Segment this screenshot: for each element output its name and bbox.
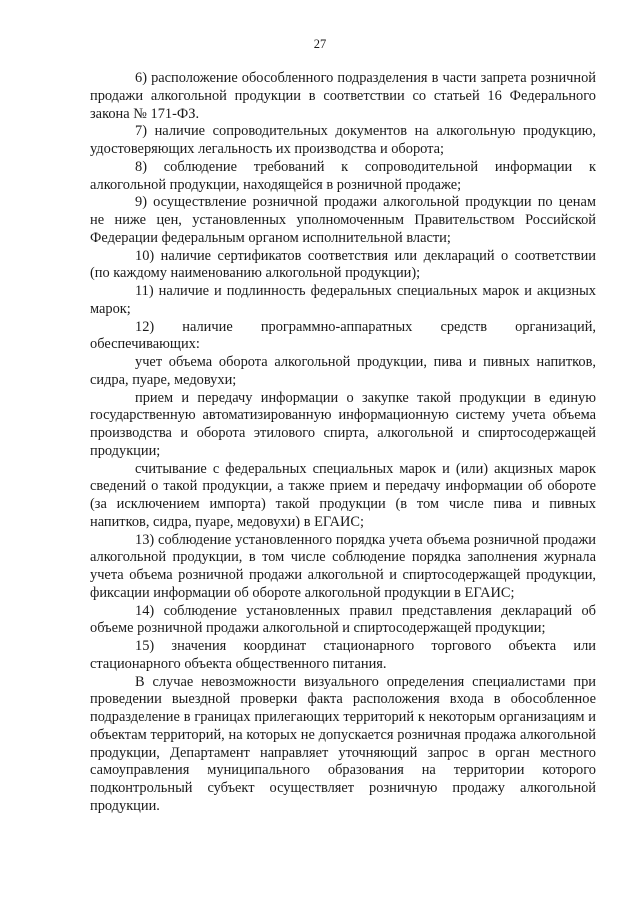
paragraph-closing: В случае невозможности визуального определения специалистами при проведении выездной проверки факта расположения входа в обособленное подразделение в границах прилегающих территорий к некоторым организациям и объектам территорий, на которых не допускается розничная продажа алкогольной продукции, Департамент направляет уточняющий запрос в орган местного самоуправления муниципального образования на территории которого подконтрольный субъект осуществляет розничную продажу алкогольной продукции. (90, 673, 596, 814)
paragraph-item-11: 11) наличие и подлинность федеральных специальных марок и акцизных марок; (90, 283, 596, 317)
page-number: 27 (313, 37, 327, 51)
paragraph-item-13: 13) соблюдение установленного порядка учета объема розничной продажи алкогольной продукции, в том числе соблюдение порядка заполнения журнала учета объема розничной продажи алкогольной и спиртосодержащей продукции, фиксации информации об обороте алкогольной продукции в ЕГАИС; (90, 531, 596, 601)
document-body (90, 70, 596, 816)
paragraph-item-15: 15) значения координат стационарного торгового объекта или стационарного объекта общественного питания. (90, 638, 596, 672)
paragraph-item-6: 6) расположение обособленного подразделения в части запрета розничной продажи алкогольной продукции в соответствии со статьей 16 Федерального закона № 171-ФЗ. (90, 70, 596, 122)
paragraph-subitem-transfer: прием и передачу информации о закупке такой продукции в единую государственную автоматизированную информационную систему учета объема производства и оборота этилового спирта, алкогольной и спиртосодержащей продукции; (90, 389, 596, 459)
paragraph-item-9: 9) осуществление розничной продажи алкогольной продукции по ценам не ниже цен, установленных уполномоченным Правительством Российской Федерации федеральным органом исполнительной власти; (90, 194, 596, 246)
paragraph-item-14: 14) соблюдение установленных правил представления деклараций об объеме розничной продажи алкогольной и спиртосодержащей продукции; (90, 602, 596, 637)
paragraph-subitem-accounting: учет объема оборота алкогольной продукции, пива и пивных напитков, сидра, пуаре, медовухи; (90, 354, 596, 388)
paragraph-item-7: 7) наличие сопроводительных документов на алкогольную продукцию, удостоверяющих легальность их производства и оборота; (90, 123, 596, 157)
paragraph-item-12: 12) наличие программно-аппаратных средств организаций, обеспечивающих: (90, 318, 596, 353)
paragraph-item-10: 10) наличие сертификатов соответствия или деклараций о соответствии (по каждому наименованию алкогольной продукции); (90, 247, 596, 282)
paragraph-subitem-scanning: считывание с федеральных специальных марок и (или) акцизных марок сведений о такой продукции, а также прием и передачу информации об обороте (за исключением импорта) такой продукции (в том числе пива и пивных напитков, сидра, пуаре, медовухи) в ЕГАИС; (90, 460, 596, 530)
paragraph-item-8: 8) соблюдение требований к сопроводительной информации к алкогольной продукции, находящейся в розничной продаже; (90, 158, 596, 193)
